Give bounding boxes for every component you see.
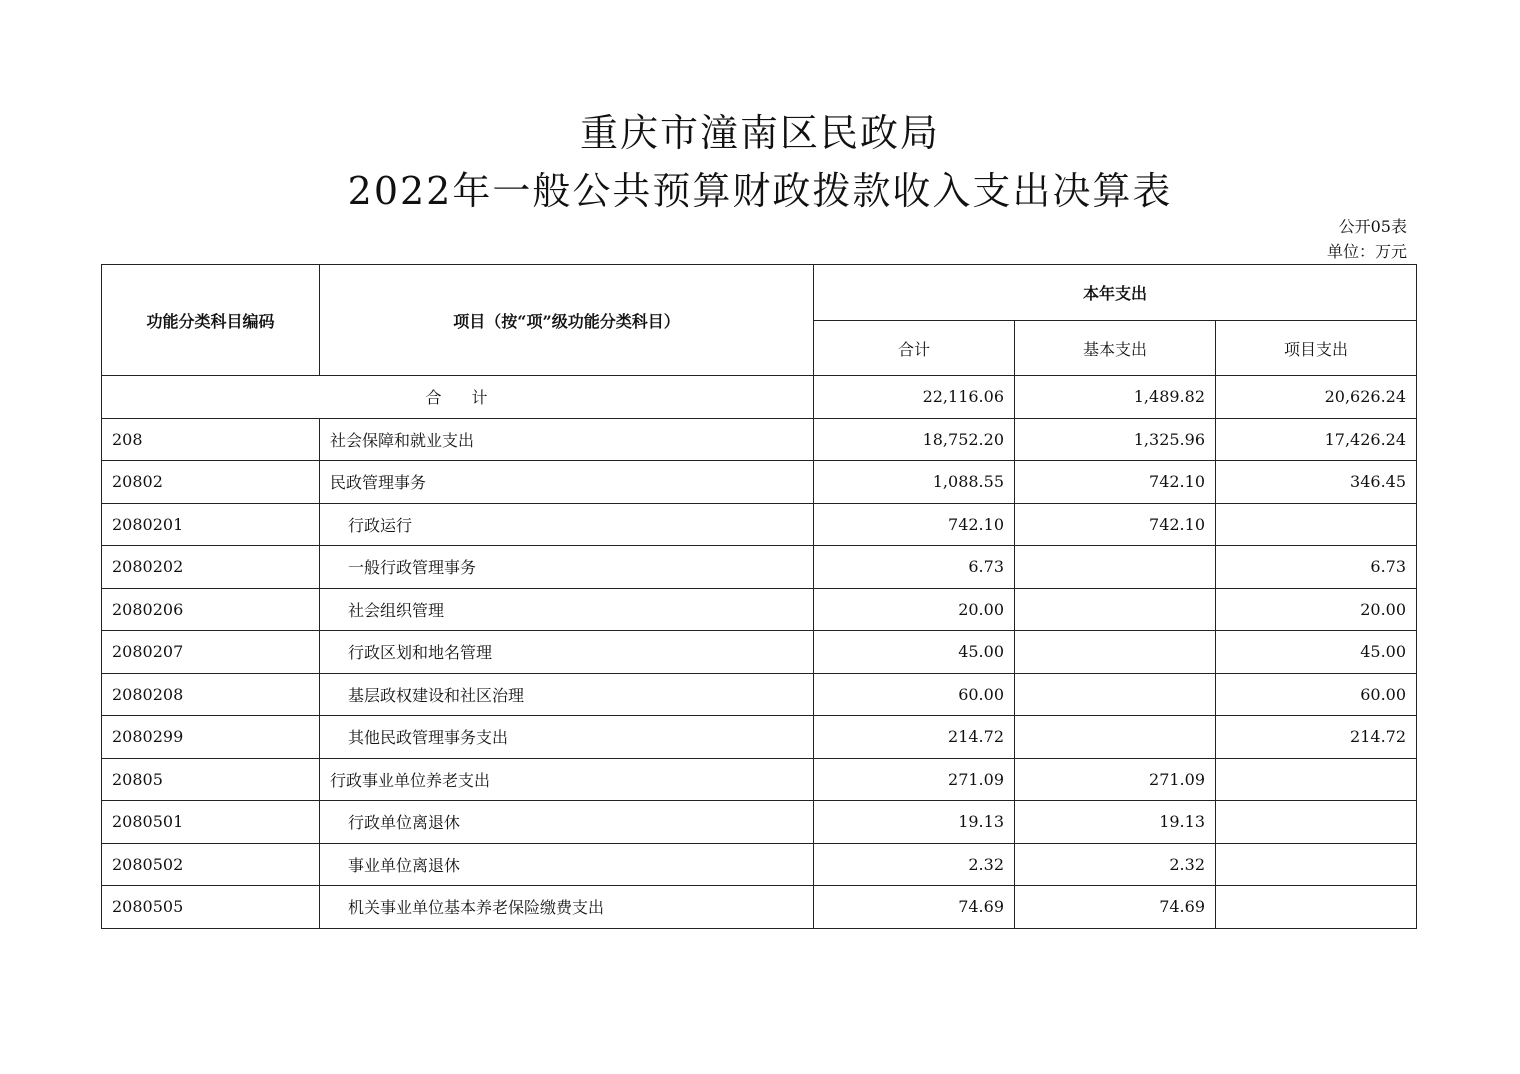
cell-basic xyxy=(1015,546,1216,589)
cell-total: 1,088.55 xyxy=(814,461,1015,504)
cell-item: 基层政权建设和社区治理 xyxy=(320,673,814,716)
cell-project: 214.72 xyxy=(1216,716,1417,759)
header-code: 功能分类科目编码 xyxy=(102,265,320,376)
cell-basic: 742.10 xyxy=(1015,503,1216,546)
cell-project: 20.00 xyxy=(1216,588,1417,631)
cell-basic: 271.09 xyxy=(1015,758,1216,801)
cell-code: 2080207 xyxy=(102,631,320,674)
cell-total: 60.00 xyxy=(814,673,1015,716)
cell-code: 2080201 xyxy=(102,503,320,546)
cell-code: 2080202 xyxy=(102,546,320,589)
cell-code: 2080501 xyxy=(102,801,320,844)
total-project: 20,626.24 xyxy=(1216,376,1417,419)
cell-project xyxy=(1216,758,1417,801)
table-row xyxy=(102,801,1417,844)
cell-code: 2080505 xyxy=(102,886,320,929)
table-row xyxy=(102,843,1417,886)
cell-code: 2080206 xyxy=(102,588,320,631)
cell-item: 民政管理事务 xyxy=(320,461,814,504)
budget-table xyxy=(101,264,1417,929)
cell-total: 74.69 xyxy=(814,886,1015,929)
cell-basic xyxy=(1015,673,1216,716)
cell-project: 17,426.24 xyxy=(1216,418,1417,461)
cell-code: 20805 xyxy=(102,758,320,801)
header-item: 项目（按“项”级功能分类科目） xyxy=(320,265,814,376)
table-row xyxy=(102,588,1417,631)
cell-project: 6.73 xyxy=(1216,546,1417,589)
cell-item: 行政事业单位养老支出 xyxy=(320,758,814,801)
table-row xyxy=(102,758,1417,801)
cell-basic xyxy=(1015,588,1216,631)
cell-item: 机关事业单位基本养老保险缴费支出 xyxy=(320,886,814,929)
cell-code: 2080208 xyxy=(102,673,320,716)
document-title: 重庆市潼南区民政局 xyxy=(579,111,940,155)
cell-total: 45.00 xyxy=(814,631,1015,674)
total-basic: 1,489.82 xyxy=(1015,376,1216,419)
cell-basic: 742.10 xyxy=(1015,461,1216,504)
cell-project xyxy=(1216,503,1417,546)
cell-code: 2080502 xyxy=(102,843,320,886)
cell-basic: 19.13 xyxy=(1015,801,1216,844)
cell-project: 346.45 xyxy=(1216,461,1417,504)
table-row xyxy=(102,886,1417,929)
total-sum: 22,116.06 xyxy=(814,376,1015,419)
cell-item: 其他民政管理事务支出 xyxy=(320,716,814,759)
header-basic: 基本支出 xyxy=(1015,321,1216,376)
cell-total: 20.00 xyxy=(814,588,1015,631)
table-row xyxy=(102,673,1417,716)
cell-basic: 2.32 xyxy=(1015,843,1216,886)
cell-code: 2080299 xyxy=(102,716,320,759)
cell-total: 18,752.20 xyxy=(814,418,1015,461)
cell-total: 19.13 xyxy=(814,801,1015,844)
table-row xyxy=(102,461,1417,504)
table-row xyxy=(102,546,1417,589)
table-row xyxy=(102,631,1417,674)
table-row xyxy=(102,716,1417,759)
cell-code: 20802 xyxy=(102,461,320,504)
cell-code: 208 xyxy=(102,418,320,461)
total-label: 合 计 xyxy=(102,376,814,419)
cell-total: 2.32 xyxy=(814,843,1015,886)
cell-project xyxy=(1216,886,1417,929)
cell-project xyxy=(1216,843,1417,886)
cell-project: 60.00 xyxy=(1216,673,1417,716)
header-project: 项目支出 xyxy=(1216,321,1417,376)
unit-label: 单位：万元 xyxy=(1326,242,1407,261)
document-subtitle: 2022年一般公共预算财政拨款收入支出决算表 xyxy=(347,169,1173,213)
cell-total: 742.10 xyxy=(814,503,1015,546)
cell-basic xyxy=(1015,631,1216,674)
cell-basic: 74.69 xyxy=(1015,886,1216,929)
form-code: 公开05表 xyxy=(1338,217,1407,236)
header-total: 合计 xyxy=(814,321,1015,376)
cell-item: 行政运行 xyxy=(320,503,814,546)
cell-project xyxy=(1216,801,1417,844)
cell-total: 6.73 xyxy=(814,546,1015,589)
cell-project: 45.00 xyxy=(1216,631,1417,674)
cell-item: 行政单位离退休 xyxy=(320,801,814,844)
cell-total: 214.72 xyxy=(814,716,1015,759)
cell-item: 社会组织管理 xyxy=(320,588,814,631)
cell-item: 社会保障和就业支出 xyxy=(320,418,814,461)
cell-basic xyxy=(1015,716,1216,759)
cell-item: 事业单位离退休 xyxy=(320,843,814,886)
header-year-expense: 本年支出 xyxy=(814,265,1417,321)
table-row xyxy=(102,503,1417,546)
cell-total: 271.09 xyxy=(814,758,1015,801)
cell-item: 行政区划和地名管理 xyxy=(320,631,814,674)
cell-item: 一般行政管理事务 xyxy=(320,546,814,589)
cell-basic: 1,325.96 xyxy=(1015,418,1216,461)
table-row xyxy=(102,418,1417,461)
total-row xyxy=(102,376,1417,419)
